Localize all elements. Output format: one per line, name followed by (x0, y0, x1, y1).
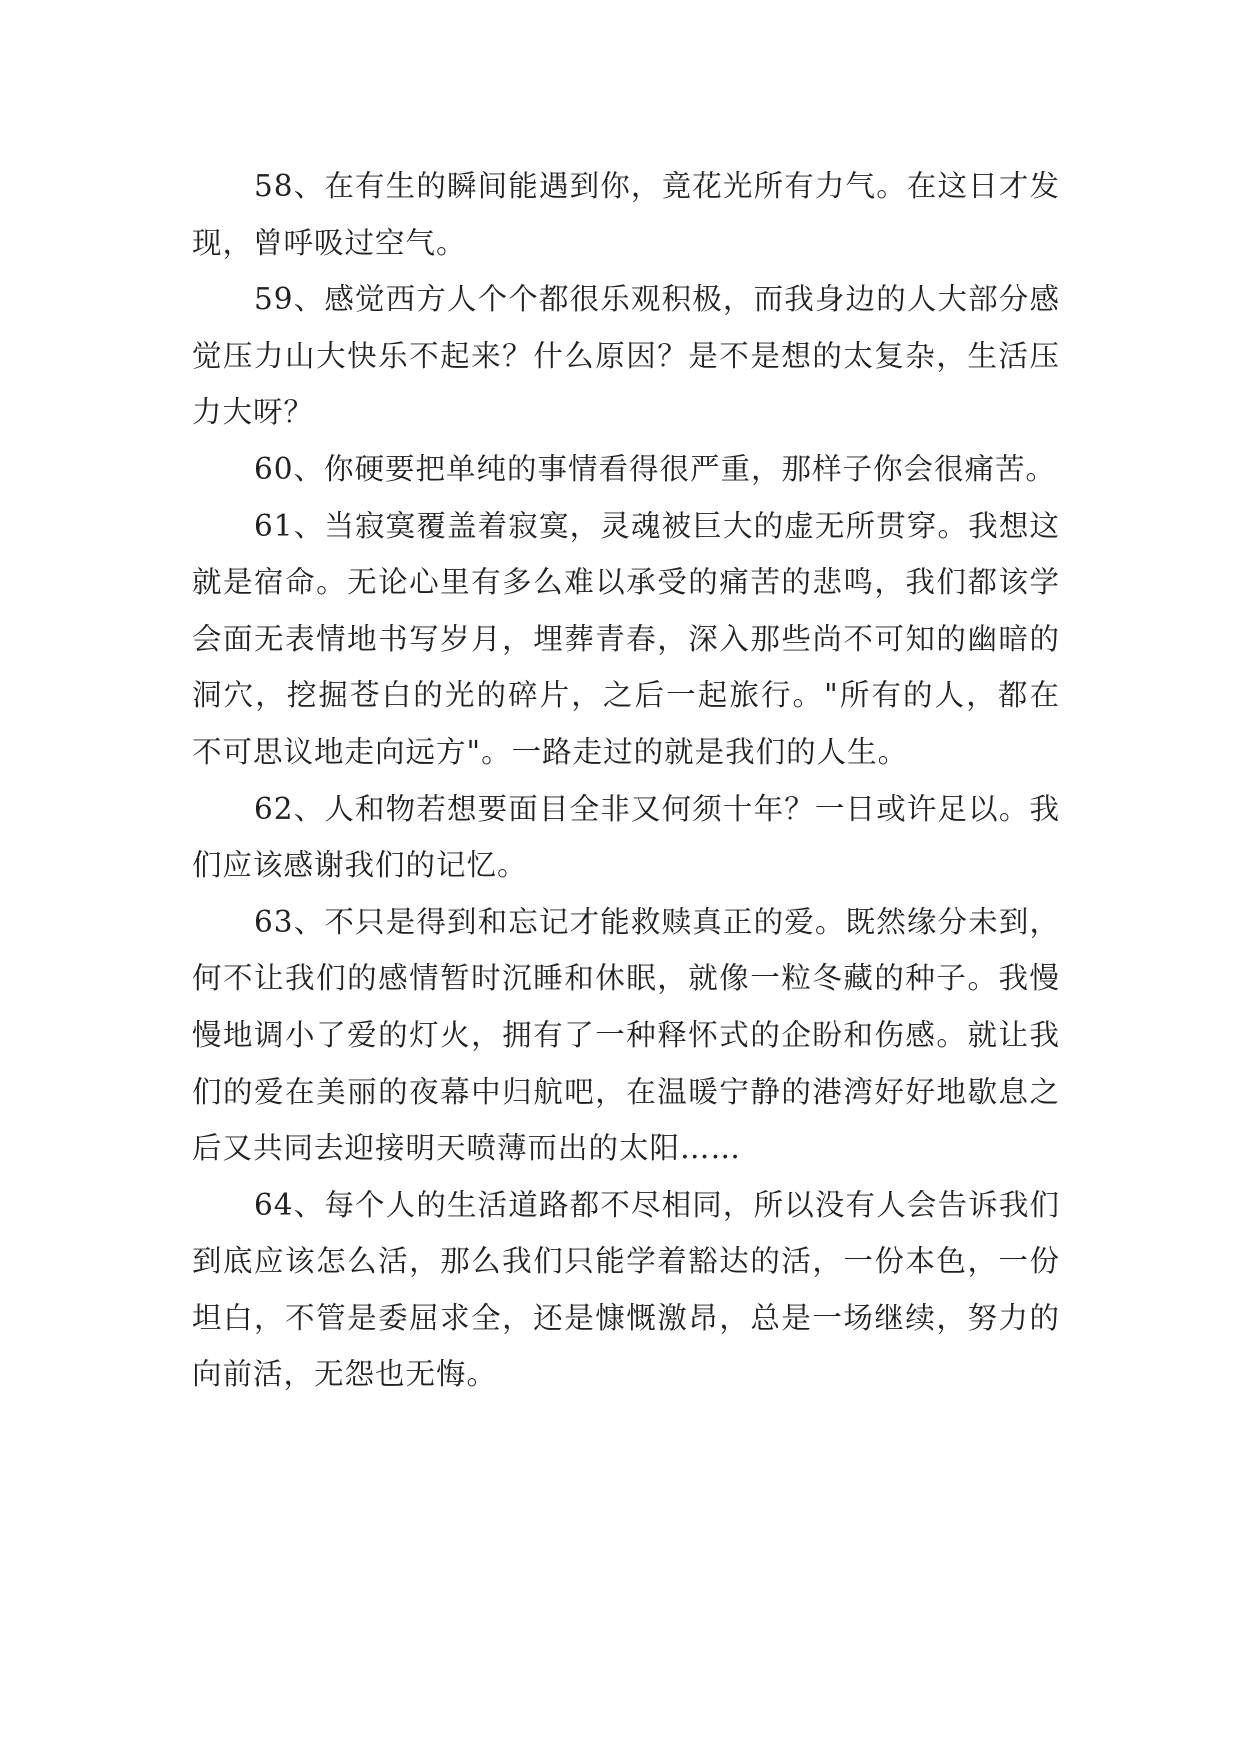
paragraph-58: 58、在有生的瞬间能遇到你，竟花光所有力气。在这日才发现，曾呼吸过空气。 (192, 169, 1060, 260)
paragraph-63: 63、不只是得到和忘记才能救赎真正的爱。既然缘分未到，何不让我们的感情暂时沉睡和休眠，就像一粒冬藏的种子。我慢慢地调小了爱的灯火，拥有了一种释怀式的企盼和伤感。就让我们的爱在美丽的夜幕中归航吧，在温暖宁静的港湾好好地歇息之后又共同去迎接明天喷薄而出的太阳…… (192, 904, 1060, 1166)
document-body (192, 158, 1060, 1403)
paragraph-64: 64、每个人的生活道路都不尽相同，所以没有人会告诉我们到底应该怎么活，那么我们只能学着豁达的活，一份本色，一份坦白，不管是委屈求全，还是慷慨激昂，总是一场继续，努力的向前活，无怨也无悔。 (192, 1187, 1060, 1392)
paragraph-61: 61、当寂寞覆盖着寂寞，灵魂被巨大的虚无所贯穿。我想这就是宿命。无论心里有多么难以承受的痛苦的悲鸣，我们都该学会面无表情地书写岁月，埋葬青春，深入那些尚不可知的幽暗的洞穴，挖掘苍白的光的碎片，之后一起旅行。"所有的人，都在不可思议地走向远方"。一路走过的就是我们的人生。 (192, 508, 1060, 769)
paragraph-62: 62、人和物若想要面目全非又何须十年？一日或许足以。我们应该感谢我们的记忆。 (192, 791, 1060, 883)
paragraph-59: 59、感觉西方人个个都很乐观积极，而我身边的人大部分感觉压力山大快乐不起来？什么原因？是不是想的太复杂，生活压力大呀？ (192, 282, 1060, 430)
paragraph-60: 60、你硬要把单纯的事情看得很严重，那样子你会很痛苦。 (254, 451, 1057, 486)
